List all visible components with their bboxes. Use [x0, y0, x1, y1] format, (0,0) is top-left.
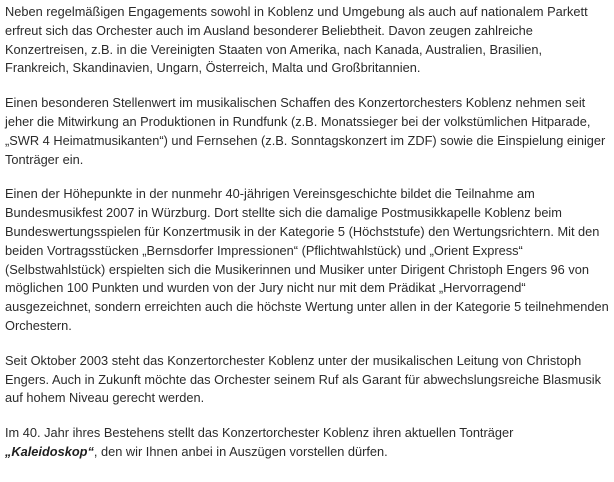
paragraph-international-tours: Neben regelmäßigen Engagements sowohl in Koblenz und Umgebung als auch auf nationalem Parkett erfreut sich das Orchester auch im Ausland besonderer Beliebtheit. Davon zeugen zahlreiche Konzertreisen, z.B. in die Vereinigten Staaten von Amerika, nach Kanada, Australien, Brasilien, Frankreich, Skandinavien, Ungarn, Österreich, Malta und Großbritannien.	[5, 4, 588, 76]
album-outro-text: , den wir Ihnen anbei in Auszügen vorstellen dürfen.	[93, 443, 388, 459]
paragraph-conductor: Seit Oktober 2003 steht das Konzertorchester Koblenz unter der musikalischen Leitung von Christoph Engers. Auch in Zukunft möchte das Orchester seinem Ruf als Garant für abwechslungsreiche Blasmusik auf hohem Niveau gerecht werden.	[5, 352, 602, 406]
album-intro-text: Im 40. Jahr ihres Bestehens stellt das Konzertorchester Koblenz ihren aktuellen Tonträger	[5, 425, 514, 441]
paragraph-bundesmusikfest: Einen der Höhepunkte in der nunmehr 40-jährigen Vereinsgeschichte bildet die Teilnahme am Bundesmusikfest 2007 in Würzburg. Dort stellte sich die damalige Postmusikkapelle Koblenz beim Bundeswertungsspielen für Konzertmusik in der Kategorie 5 (Höchststufe) den Wertungsrichtern. Mit den beiden Vortragsstücken „Bernsdorfer Impressionen“ (Pflichtwahlstück) und „Orient Express“ (Selbstwahlstück) erspielten sich die Musikerinnen und Musiker unter Dirigent Christoph Engers 96 von möglichen 100 Punkten und wurden von der Jury nicht nur mit dem Prädikat „Hervorragend“ ausgezeichnet, sondern erreichten auch die höchste Wertung unter allen in der Kategorie 5 teilnehmenden Orchestern.	[5, 186, 609, 333]
paragraph-radio-tv: Einen besonderen Stellenwert im musikalischen Schaffen des Konzertorchesters Koblenz nehmen seit jeher die Mitwirkung an Produktionen in Rundfunk (z.B. Monatssieger bei der volkstümlichen Hitparade, „SWR 4 Heimatmusikanten“) und Fernsehen (z.B. Sonntagskonzert im ZDF) sowie die Einspielung einiger Tonträger ein.	[5, 95, 606, 167]
album-title: „Kaleidoskop“	[5, 443, 94, 459]
article-body	[5, 3, 609, 462]
paragraph-album	[5, 424, 609, 462]
